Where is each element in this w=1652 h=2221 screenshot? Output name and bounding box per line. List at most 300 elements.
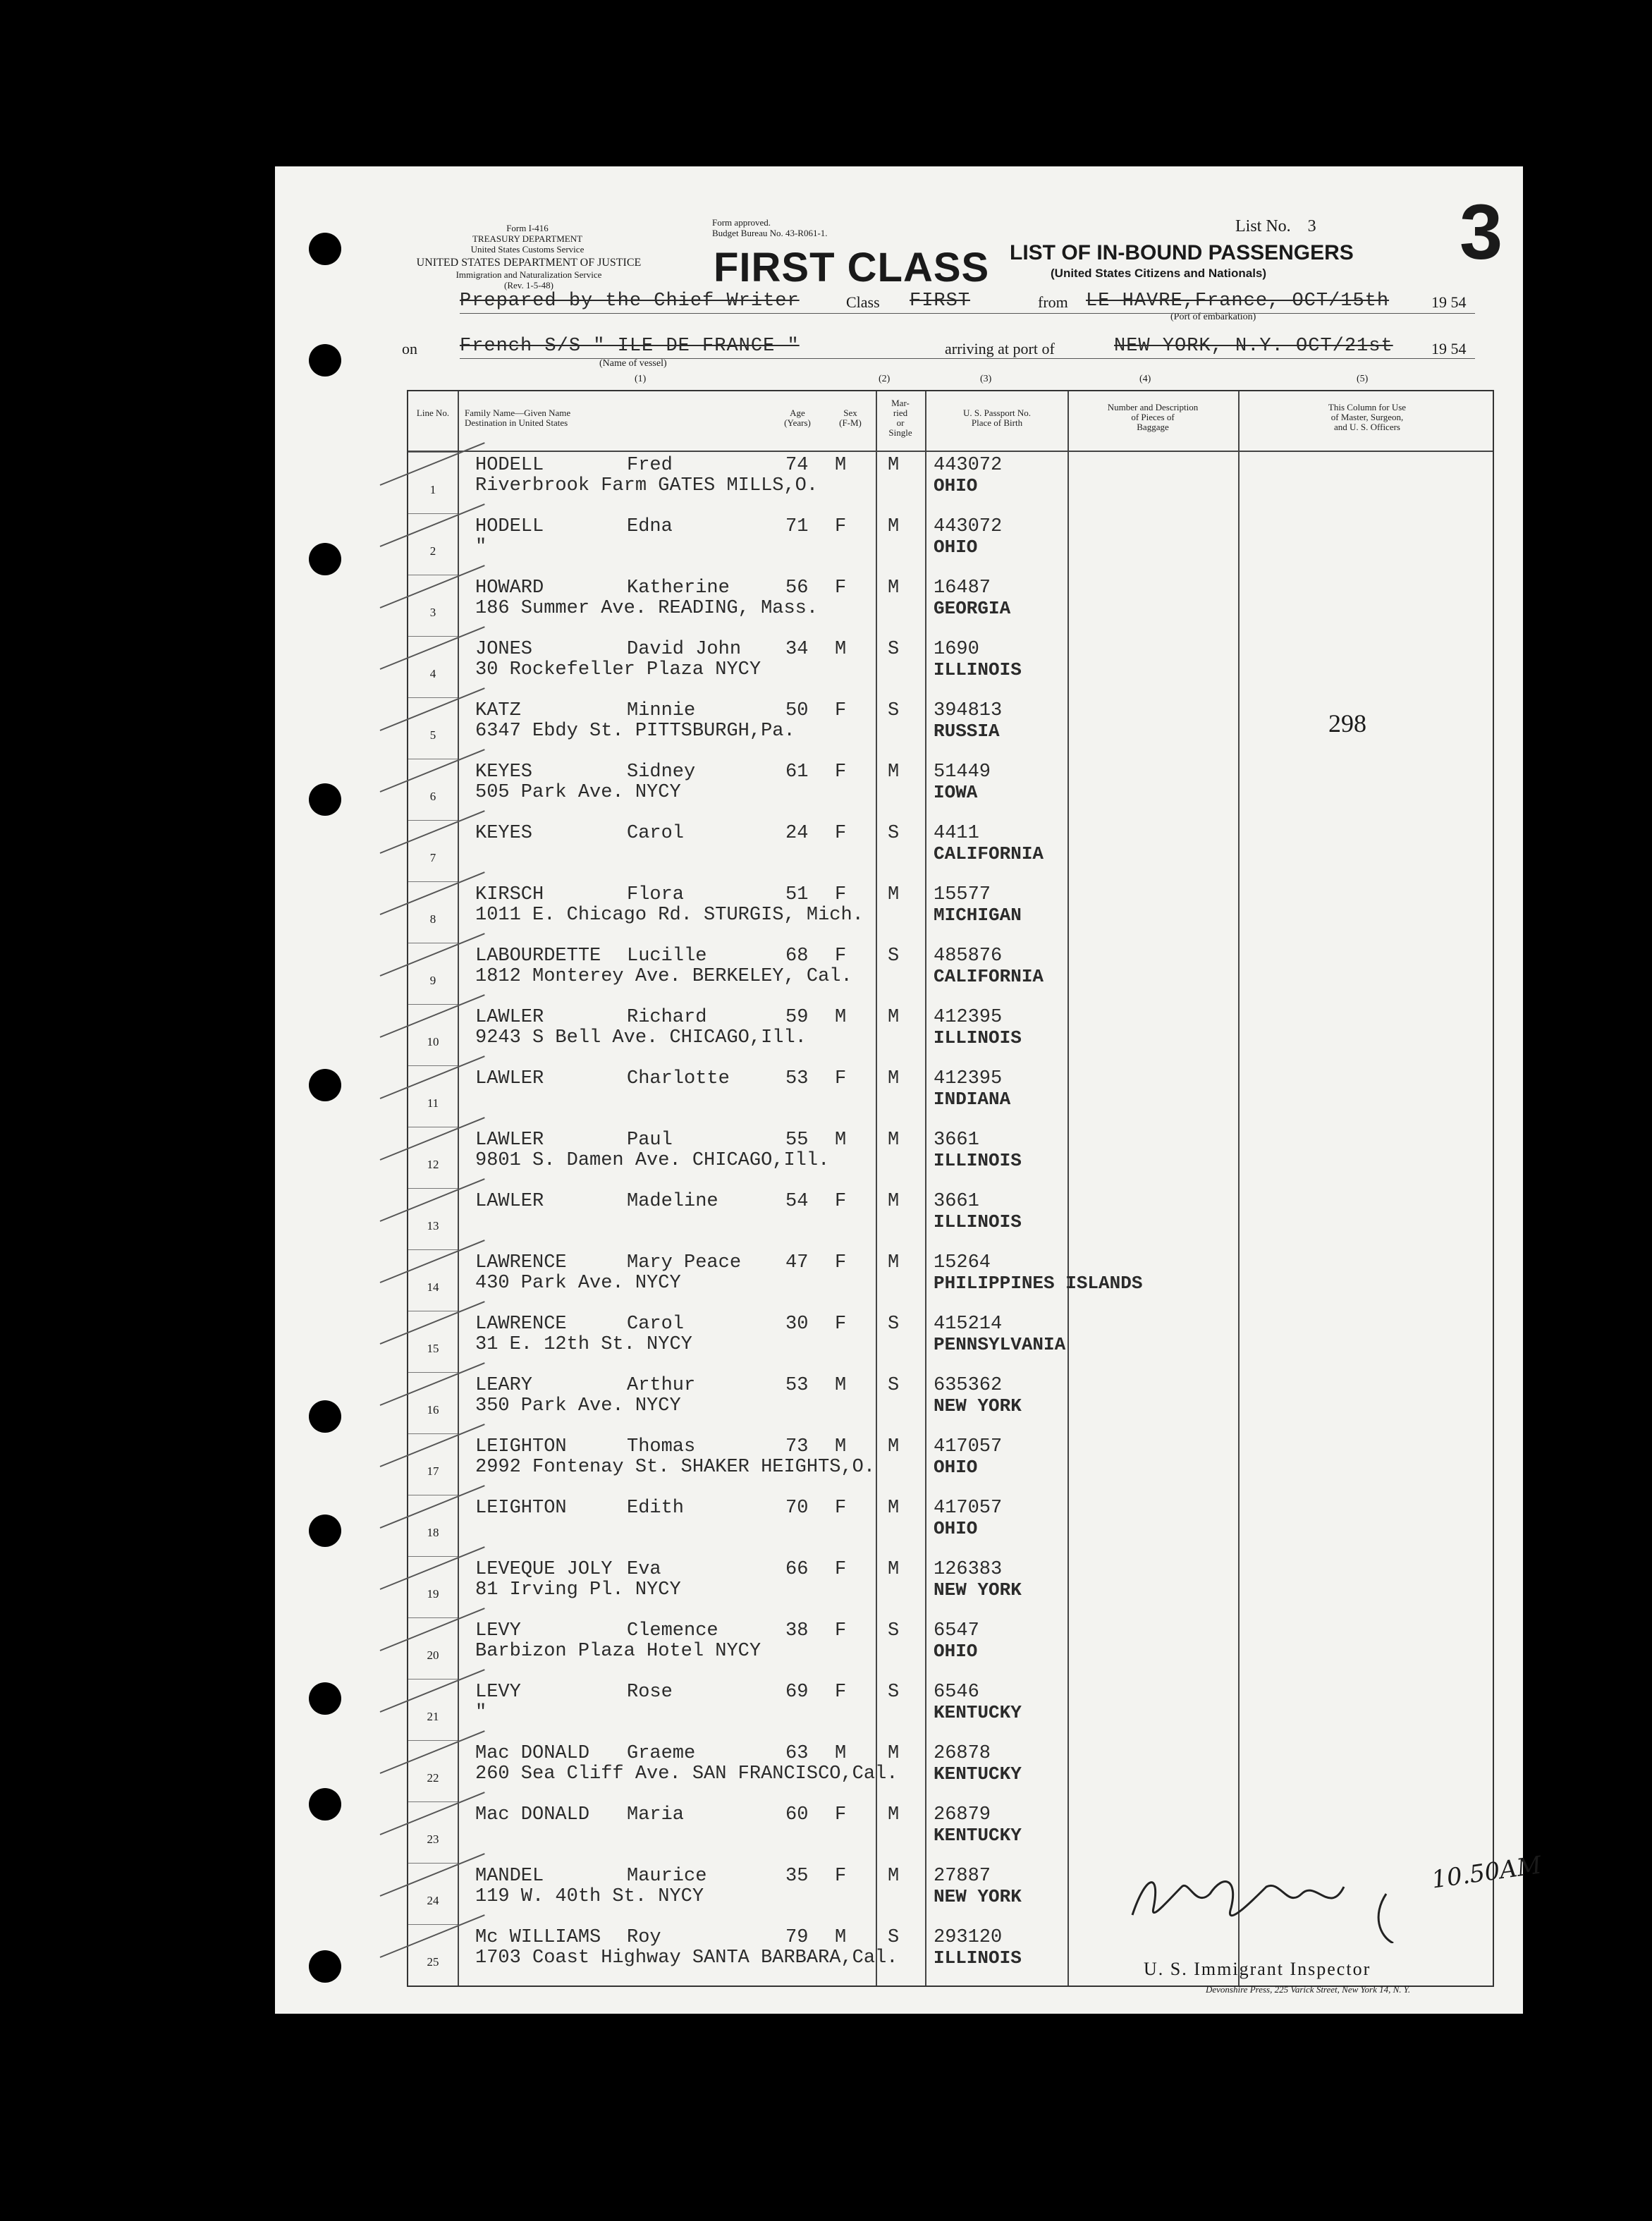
- arriving-label: arriving at port of: [945, 340, 1055, 357]
- col-sex: Sex (F-M): [839, 408, 862, 428]
- age: 56: [785, 577, 809, 599]
- place-of-birth: CALIFORNIA: [934, 843, 1044, 864]
- given-name: Maurice: [627, 1866, 707, 1887]
- table-row: [408, 1617, 1495, 1678]
- marital-status: M: [888, 884, 900, 905]
- sex: M: [835, 455, 847, 476]
- arrival-port: NEW YORK, N.Y. OCT/21st: [1114, 336, 1393, 357]
- family-name: LAWLER: [475, 1068, 544, 1089]
- age: 51: [785, 884, 809, 905]
- big-page-number: 3: [1460, 189, 1503, 276]
- inspector-label: U. S. Immigrant Inspector: [1144, 1959, 1371, 1979]
- table-row: [408, 1740, 1495, 1801]
- age: 24: [785, 823, 809, 844]
- age: 68: [785, 946, 809, 967]
- marital-status: M: [888, 1007, 900, 1028]
- family-name: LEIGHTON: [475, 1498, 567, 1519]
- row-divider: [408, 1372, 458, 1373]
- row-divider: [408, 1249, 458, 1250]
- passport-number: 394813: [934, 700, 1003, 721]
- age: 35: [785, 1866, 809, 1887]
- marital-status: M: [888, 1252, 900, 1273]
- line-number: 9: [429, 974, 436, 987]
- sex: F: [835, 1559, 847, 1580]
- place-of-birth: IOWA: [934, 782, 978, 803]
- age: 53: [785, 1068, 809, 1089]
- binder-hole: [309, 1950, 341, 1983]
- given-name: Eva: [627, 1559, 661, 1580]
- age: 70: [785, 1498, 809, 1519]
- marital-status: M: [888, 1498, 900, 1519]
- line-number: 16: [427, 1403, 439, 1417]
- family-name: KIRSCH: [475, 884, 544, 905]
- table-row: [408, 1127, 1495, 1187]
- table-row: [408, 759, 1495, 819]
- col-number-1: (1): [635, 374, 647, 384]
- sex: F: [835, 1252, 847, 1273]
- destination: 1812 Monterey Ave. BERKELEY, Cal.: [475, 966, 852, 987]
- marital-status: S: [888, 823, 900, 844]
- line-number: 23: [427, 1833, 439, 1846]
- destination: 119 W. 40th St. NYCY: [475, 1886, 704, 1907]
- given-name: Edith: [627, 1498, 685, 1519]
- marital-status: S: [888, 1927, 900, 1948]
- family-name: HOWARD: [475, 577, 544, 599]
- marital-status: S: [888, 946, 900, 967]
- binder-hole: [309, 783, 341, 816]
- row-divider: [408, 1188, 458, 1189]
- passport-number: 15264: [934, 1252, 991, 1273]
- destination: 430 Park Ave. NYCY: [475, 1273, 681, 1294]
- table-row: [408, 1679, 1495, 1739]
- marital-status: M: [888, 1191, 900, 1212]
- destination: ": [475, 537, 487, 558]
- from-value: LE HAVRE,France, OCT/15th: [1086, 290, 1390, 312]
- sex: F: [835, 823, 847, 844]
- year-1: 19 54: [1431, 293, 1467, 311]
- line-number: 12: [427, 1158, 439, 1171]
- inspector-signature: [1118, 1859, 1414, 1943]
- sex: F: [835, 884, 847, 905]
- destination: 1011 E. Chicago Rd. STURGIS, Mich.: [475, 905, 864, 926]
- place-of-birth: CALIFORNIA: [934, 966, 1044, 987]
- sex: M: [835, 1375, 847, 1396]
- rule-line: [460, 358, 1475, 359]
- given-name: Charlotte: [627, 1068, 730, 1089]
- sex: M: [835, 1927, 847, 1948]
- table-row: [408, 1801, 1495, 1862]
- family-name: LABOURDETTE: [475, 946, 601, 967]
- signature-scribble: [1118, 1859, 1414, 1943]
- marital-status: M: [888, 1068, 900, 1089]
- age: 47: [785, 1252, 809, 1273]
- sex: M: [835, 1007, 847, 1028]
- place-of-birth: ILLINOIS: [934, 1027, 1022, 1048]
- age: 59: [785, 1007, 809, 1028]
- budget-bureau: Budget Bureau No. 43-R061-1.: [712, 228, 828, 238]
- line-number: 24: [427, 1894, 439, 1907]
- approval-line: Form approved.: [712, 217, 771, 228]
- table-row: [408, 513, 1495, 574]
- col-number-4: (4): [1139, 374, 1151, 384]
- marital-status: M: [888, 455, 900, 476]
- destination: ": [475, 1702, 487, 1723]
- place-of-birth: OHIO: [934, 1457, 978, 1478]
- ins-title: Immigration and Naturalization Service: [455, 269, 602, 280]
- binder-hole: [309, 1515, 341, 1547]
- row-divider: [408, 1801, 458, 1802]
- row-divider: [408, 452, 458, 453]
- passport-number: 6547: [934, 1620, 979, 1641]
- class-stamp: FIRST CLASS: [714, 245, 990, 290]
- table-row: [408, 943, 1495, 1003]
- passport-number: 126383: [934, 1559, 1003, 1580]
- line-number: 13: [427, 1219, 439, 1232]
- check-mark: [380, 442, 485, 486]
- family-name: LAWLER: [475, 1130, 544, 1151]
- age: 60: [785, 1804, 809, 1825]
- marital-status: S: [888, 1682, 900, 1703]
- destination: 30 Rockefeller Plaza NYCY: [475, 659, 761, 680]
- col-age: Age (Years): [784, 408, 811, 428]
- sex: M: [835, 1436, 847, 1457]
- destination: 9243 S Bell Ave. CHICAGO,Ill.: [475, 1027, 807, 1048]
- destination: 2992 Fontenay St. SHAKER HEIGHTS,O.: [475, 1457, 876, 1478]
- place-of-birth: OHIO: [934, 1641, 978, 1662]
- line-number: 3: [429, 606, 436, 619]
- treasury-dept: TREASURY DEPARTMENT: [472, 233, 583, 244]
- row-divider: [408, 1556, 458, 1557]
- row-divider: [408, 697, 458, 698]
- binder-hole: [309, 233, 341, 265]
- table-row: [408, 1188, 1495, 1249]
- passport-number: 27887: [934, 1866, 991, 1887]
- family-name: LEARY: [475, 1375, 533, 1396]
- approval-block: [712, 217, 924, 238]
- line-number: 15: [427, 1342, 439, 1355]
- manifest-page: [275, 166, 1543, 2014]
- sex: M: [835, 1130, 847, 1151]
- destination: 186 Summer Ave. READING, Mass.: [475, 598, 819, 619]
- table-row: [408, 1433, 1495, 1494]
- passport-number: 443072: [934, 455, 1003, 476]
- table-row: [408, 575, 1495, 635]
- given-name: Sidney: [627, 761, 696, 783]
- col-baggage: Number and Description of Pieces of Baggage: [1107, 402, 1199, 432]
- family-name: LAWRENCE: [475, 1252, 567, 1273]
- table-row: [408, 1311, 1495, 1371]
- line-number: 14: [427, 1280, 439, 1294]
- line-number: 18: [427, 1526, 439, 1539]
- port-embark-caption: (Port of embarkation): [1170, 312, 1256, 322]
- family-name: LAWLER: [475, 1007, 544, 1028]
- sex: F: [835, 1068, 847, 1089]
- family-name: Mc WILLIAMS: [475, 1927, 601, 1948]
- marital-status: M: [888, 577, 900, 599]
- family-name: LEIGHTON: [475, 1436, 567, 1457]
- list-number-label: [1235, 217, 1316, 236]
- sex: F: [835, 761, 847, 783]
- given-name: Minnie: [627, 700, 696, 721]
- binder-hole: [309, 1788, 341, 1821]
- given-name: Lucille: [627, 946, 707, 967]
- passport-number: 1690: [934, 639, 979, 660]
- col-number-3: (3): [980, 374, 992, 384]
- family-name: LEVEQUE JOLY: [475, 1559, 613, 1580]
- passport-number: 3661: [934, 1130, 979, 1151]
- place-of-birth: KENTUCKY: [934, 1825, 1022, 1846]
- line-number: 17: [427, 1464, 439, 1478]
- binder-hole: [309, 344, 341, 377]
- manifest-subtitle: (United States Citizens and Nationals): [1051, 267, 1267, 280]
- sex: M: [835, 1743, 847, 1764]
- binder-hole: [309, 1682, 341, 1715]
- sex: F: [835, 1498, 847, 1519]
- place-of-birth: NEW YORK: [934, 1886, 1022, 1907]
- sex: F: [835, 946, 847, 967]
- given-name: Flora: [627, 884, 685, 905]
- line-number: 8: [429, 912, 436, 926]
- given-name: Katherine: [627, 577, 730, 599]
- col-married: Mar- ried or Single: [888, 398, 912, 438]
- table-row: [408, 1249, 1495, 1310]
- given-name: Carol: [627, 823, 685, 844]
- family-name: KATZ: [475, 700, 521, 721]
- row-divider: [408, 1617, 458, 1618]
- marital-status: S: [888, 639, 900, 660]
- family-name: Mac DONALD: [475, 1743, 590, 1764]
- row-divider: [408, 636, 458, 637]
- place-of-birth: ILLINOIS: [934, 1150, 1022, 1171]
- table-row: [408, 636, 1495, 697]
- age: 55: [785, 1130, 809, 1151]
- row-divider: [408, 513, 458, 514]
- age: 69: [785, 1682, 809, 1703]
- family-name: KEYES: [475, 823, 533, 844]
- given-name: Rose: [627, 1682, 673, 1703]
- place-of-birth: NEW YORK: [934, 1579, 1022, 1601]
- list-number: 3: [1307, 217, 1316, 235]
- family-name: LEVY: [475, 1620, 521, 1641]
- list-label: List No.: [1235, 217, 1291, 235]
- marital-status: S: [888, 1314, 900, 1335]
- row-divider: [408, 1065, 458, 1066]
- family-name: HODELL: [475, 516, 544, 537]
- table-row: [408, 1372, 1495, 1433]
- line-number: 5: [429, 728, 436, 742]
- year-2: 19 54: [1431, 340, 1467, 357]
- marital-status: S: [888, 700, 900, 721]
- passenger-table: [407, 390, 1494, 1987]
- passport-number: 412395: [934, 1068, 1003, 1089]
- col-officers: This Column for Use of Master, Surgeon, and U. S. Officers: [1328, 402, 1407, 432]
- row-divider: [408, 1863, 458, 1864]
- sex: F: [835, 700, 847, 721]
- place-of-birth: INDIANA: [934, 1089, 1011, 1110]
- age: 53: [785, 1375, 809, 1396]
- marital-status: M: [888, 1743, 900, 1764]
- passport-number: 417057: [934, 1436, 1003, 1457]
- col-number-2: (2): [879, 374, 891, 384]
- revision: (Rev. 1-5-48): [504, 280, 553, 290]
- vessel-caption: (Name of vessel): [599, 358, 667, 369]
- place-of-birth: OHIO: [934, 475, 978, 496]
- place-of-birth: GEORGIA: [934, 598, 1011, 619]
- from-label: from: [1038, 293, 1068, 311]
- destination: 260 Sea Cliff Ave. SAN FRANCISCO,Cal.: [475, 1763, 898, 1785]
- row-divider: [408, 881, 458, 882]
- family-name: KEYES: [475, 761, 533, 783]
- passport-number: 26879: [934, 1804, 991, 1825]
- family-name: Mac DONALD: [475, 1804, 590, 1825]
- family-name: HODELL: [475, 455, 544, 476]
- vessel-name: French S/S " ILE DE FRANCE ": [460, 336, 800, 357]
- line-number: 19: [427, 1587, 439, 1601]
- family-name: LAWLER: [475, 1191, 544, 1212]
- given-name: Graeme: [627, 1743, 696, 1764]
- class-label: Class: [846, 293, 880, 311]
- age: 63: [785, 1743, 809, 1764]
- form-number: Form I-416: [506, 223, 549, 233]
- sex: F: [835, 1866, 847, 1887]
- marital-status: M: [888, 1559, 900, 1580]
- doj-block: [402, 257, 656, 290]
- sex: F: [835, 1804, 847, 1825]
- table-row: [408, 1556, 1495, 1617]
- marital-status: M: [888, 1866, 900, 1887]
- given-name: Arthur: [627, 1375, 696, 1396]
- line-number: 21: [427, 1710, 439, 1723]
- given-name: Roy: [627, 1927, 661, 1948]
- passport-number: 16487: [934, 577, 991, 599]
- age: 71: [785, 516, 809, 537]
- rule-line: [460, 313, 1475, 314]
- line-number: 11: [427, 1096, 439, 1110]
- row-divider: [408, 1433, 458, 1434]
- place-of-birth: ILLINOIS: [934, 1211, 1022, 1232]
- col-passport: U. S. Passport No. Place of Birth: [962, 408, 1032, 428]
- officer-note: 298: [1328, 709, 1366, 738]
- place-of-birth: KENTUCKY: [934, 1702, 1022, 1723]
- given-name: Madeline: [627, 1191, 718, 1212]
- printer-imprint: Devonshire Press, 225 Varick Street, New York 14, N. Y.: [1206, 1984, 1411, 1995]
- row-divider: [408, 820, 458, 821]
- place-of-birth: KENTUCKY: [934, 1763, 1022, 1785]
- marital-status: S: [888, 1375, 900, 1396]
- row-divider: [408, 1924, 458, 1925]
- given-name: Maria: [627, 1804, 685, 1825]
- prepared-by: Prepared by the Chief Writer: [460, 290, 800, 312]
- given-name: Mary Peace: [627, 1252, 742, 1273]
- passport-number: 3661: [934, 1191, 979, 1212]
- passport-number: 293120: [934, 1927, 1003, 1948]
- sex: F: [835, 516, 847, 537]
- age: 38: [785, 1620, 809, 1641]
- passport-number: 415214: [934, 1314, 1003, 1335]
- age: 34: [785, 639, 809, 660]
- passport-number: 6546: [934, 1682, 979, 1703]
- form-block: [443, 223, 612, 255]
- col-number-5: (5): [1357, 374, 1369, 384]
- binder-hole: [309, 1069, 341, 1101]
- table-row: [408, 452, 1495, 513]
- age: 30: [785, 1314, 809, 1335]
- marital-status: M: [888, 1804, 900, 1825]
- class-value: FIRST: [910, 290, 971, 312]
- sex: F: [835, 1314, 847, 1335]
- passport-number: 4411: [934, 823, 979, 844]
- destination: Barbizon Plaza Hotel NYCY: [475, 1641, 761, 1662]
- given-name: David John: [627, 639, 742, 660]
- destination: 350 Park Ave. NYCY: [475, 1395, 681, 1417]
- line-number: 1: [429, 483, 436, 496]
- given-name: Richard: [627, 1007, 707, 1028]
- passport-number: 412395: [934, 1007, 1003, 1028]
- place-of-birth: PHILIPPINES ISLANDS: [934, 1273, 1143, 1294]
- table-row: [408, 1065, 1495, 1126]
- line-number: 20: [427, 1648, 439, 1662]
- age: 79: [785, 1927, 809, 1948]
- marital-status: M: [888, 1130, 900, 1151]
- place-of-birth: MICHIGAN: [934, 905, 1022, 926]
- sex: F: [835, 1620, 847, 1641]
- binder-hole: [309, 1400, 341, 1433]
- binder-hole: [309, 543, 341, 575]
- line-number: 6: [429, 790, 436, 803]
- age: 74: [785, 455, 809, 476]
- sex: F: [835, 1191, 847, 1212]
- sex: F: [835, 1682, 847, 1703]
- marital-status: M: [888, 516, 900, 537]
- family-name: LEVY: [475, 1682, 521, 1703]
- family-name: JONES: [475, 639, 533, 660]
- family-name: LAWRENCE: [475, 1314, 567, 1335]
- given-name: Thomas: [627, 1436, 696, 1457]
- passport-number: 15577: [934, 884, 991, 905]
- table-row: [408, 820, 1495, 881]
- destination: 9801 S. Damen Ave. CHICAGO,Ill.: [475, 1150, 830, 1171]
- line-number: 4: [429, 667, 436, 680]
- given-name: Edna: [627, 516, 673, 537]
- signature-time: 10.50AM: [1429, 1851, 1543, 1895]
- passport-number: 635362: [934, 1375, 1003, 1396]
- given-name: Paul: [627, 1130, 673, 1151]
- destination: 6347 Ebdy St. PITTSBURGH,Pa.: [475, 721, 795, 742]
- col-name: Family Name—Given Name Destination in United States: [465, 408, 571, 428]
- table-row: [408, 1495, 1495, 1555]
- manifest-title: LIST OF IN-BOUND PASSENGERS: [1010, 241, 1354, 264]
- destination: 1703 Coast Highway SANTA BARBARA,Cal.: [475, 1947, 898, 1969]
- age: 73: [785, 1436, 809, 1457]
- doj-title: UNITED STATES DEPARTMENT OF JUSTICE: [416, 257, 642, 269]
- destination: 505 Park Ave. NYCY: [475, 782, 681, 803]
- customs-service: United States Customs Service: [470, 244, 585, 255]
- age: 61: [785, 761, 809, 783]
- sex: F: [835, 577, 847, 599]
- destination: 31 E. 12th St. NYCY: [475, 1334, 692, 1355]
- marital-status: S: [888, 1620, 900, 1641]
- passport-number: 417057: [934, 1498, 1003, 1519]
- place-of-birth: NEW YORK: [934, 1395, 1022, 1417]
- table-row: [408, 1004, 1495, 1065]
- line-number: 25: [427, 1955, 439, 1969]
- table-row: [408, 881, 1495, 942]
- line-number: 7: [429, 851, 436, 864]
- family-name: MANDEL: [475, 1866, 544, 1887]
- line-number: 22: [427, 1771, 439, 1785]
- destination: Riverbrook Farm GATES MILLS,O.: [475, 475, 819, 496]
- place-of-birth: OHIO: [934, 1518, 978, 1539]
